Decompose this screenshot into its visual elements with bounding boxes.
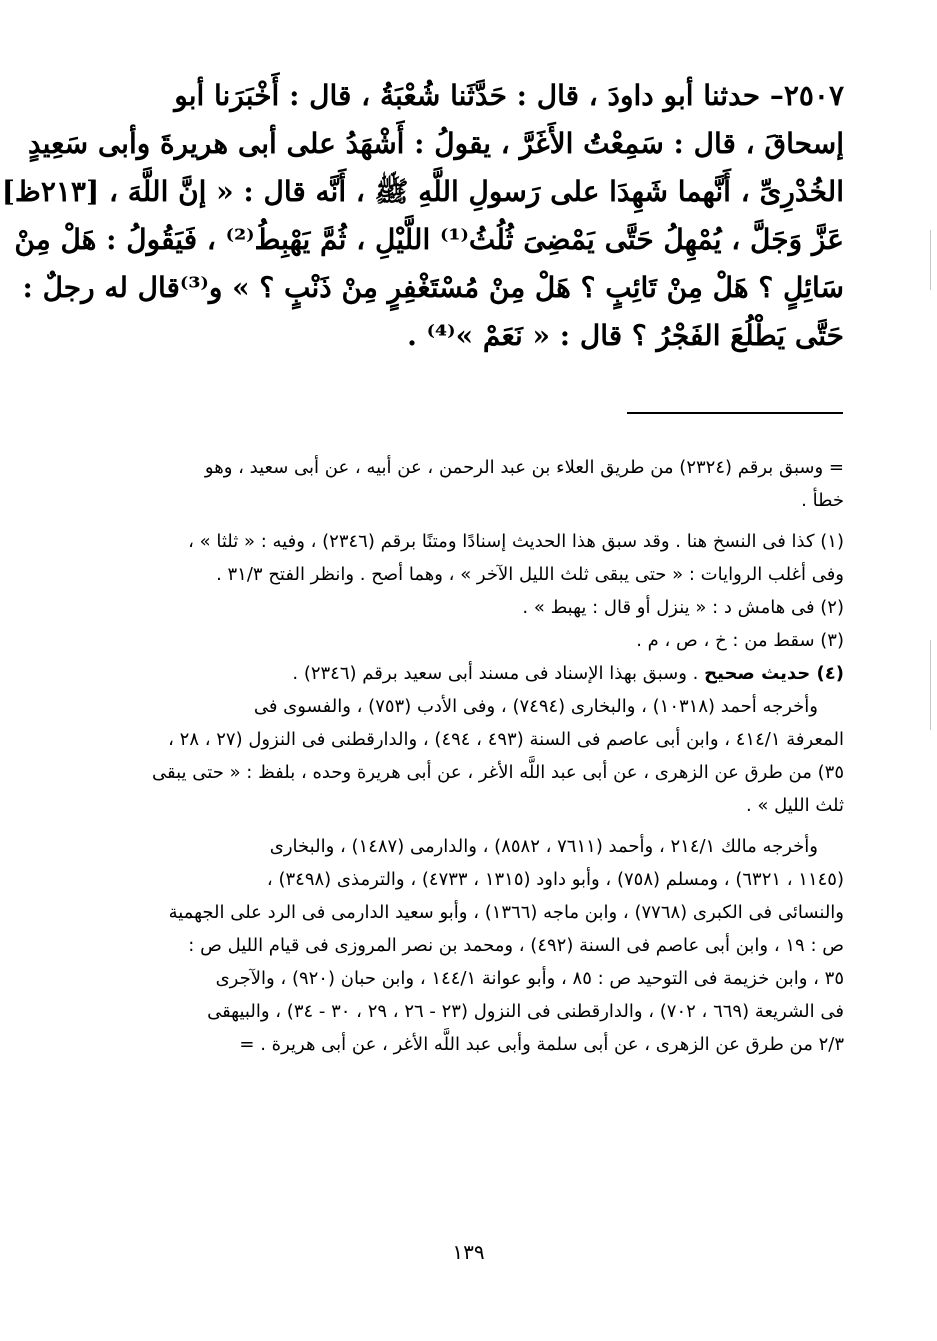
footnote-3: (٣) سقط من : خ ، ص ، م . (636, 630, 844, 651)
footnote-4-para2-line: فى الشريعة (٦٦٩ ، ٧٠٢) ، والدارقطنى فى النزول (٢٣ - ٢٦ ، ٢٩ ، ٣٠ - ٣٤) ، والبيهقى (207, 1001, 844, 1022)
footnote-4-para2-line: ٣٥ ، وابن خزيمة فى التوحيد ص : ٨٥ ، وأبو عوانة ١٤٤/١ ، وابن حبان (٩٢٠) ، والآجرى (215, 968, 844, 989)
footnote-continuation-line: = وسبق برقم (٢٣٢٤) من طريق العلاء بن عبد الرحمن ، عن أبيه ، عن أبى سعيد ، وهو (204, 457, 844, 478)
hadith-line: إسحاقَ ، قال : سَمِعْتُ الأَغَرَّ ، يقولُ : أَشْهَدُ على أبى هريرةَ وأبى سَعِيدٍ (27, 127, 844, 160)
footnote-4-para2-line: ص : ١٩ ، وابن أبى عاصم فى السنة (٤٩٢) ، ومحمد بن نصر المروزى فى قيام الليل ص : (188, 935, 844, 956)
footnote-separator (627, 412, 843, 414)
footnote-continuation-line: خطأ . (801, 490, 844, 511)
footnote-4-para2-line: وأخرجه مالك ٢١٤/١ ، وأحمد (٧٦١١ ، ٨٥٨٢) ، والدارمى (١٤٨٧) ، والبخارى (269, 836, 818, 857)
footnote-4-para1-line: ٣٥) من طرق عن الزهرى ، عن أبى عبد اللَّه الأغر ، عن أبى هريرة وحده ، بلفظ : « حتى يبقى (152, 762, 844, 783)
hadith-line: ٢٥٠٧– حدثنا أبو داودَ ، قال : حَدَّثَنا شُعْبَةُ ، قال : أَخْبَرَنا أبو (174, 79, 844, 112)
footnote-4-para2-line: ٢/٣ من طرق عن الزهرى ، عن أبى سلمة وأبى عبد اللَّه الأغر ، عن أبى هريرة . = (239, 1034, 844, 1055)
hadith-number: ٢٥٠٧– (769, 79, 844, 112)
footnote-1-line: وفى أغلب الروايات : « حتى يبقى ثلث الليل الآخر » ، وهما أصح . وانظر الفتح ٣١/٣ . (216, 564, 844, 585)
footnote-4-para2-line: والنسائى فى الكبرى (٧٧٦٨) ، وابن ماجه (١٣٦٦) ، وأبو سعيد الدارمى فى الرد على الجهمية (168, 902, 844, 923)
hadith-text (1, 72, 844, 360)
footnote-2: (٢) فى هامش د : « ينزل أو قال : يهبط » . (522, 597, 844, 618)
footnote-1-line: (١) كذا فى النسخ هنا . وقد سبق هذا الحديث إسنادًا ومتنًا برقم (٢٣٤٦) ، وفيه : « ثلثا » ، (188, 531, 844, 552)
page-number: ١٣٩ (452, 1240, 485, 1264)
footnote-4-para1-line: المعرفة ٤١٤/١ ، وابن أبى عاصم فى السنة (٤٩٣ ، ٤٩٤) ، والدارقطنى فى النزول (٢٧ ، ٢٨ ، (168, 729, 844, 750)
hadith-line: الخُدْرِىِّ ، أَنَّهما شَهِدَا على رَسولِ اللَّهِ ﷺ ، أَنَّه قال : « إنَّ اللَّهَ ، [٢١٣ظ] (1, 175, 844, 208)
hadith-line: سَائِلٍ ؟ هَلْ مِنْ تَائِبٍ ؟ هَلْ مِنْ مُسْتَغْفِرٍ مِنْ ذَنْبٍ ؟ » و⁽³⁾قال له رجلٌ : (22, 271, 844, 304)
scan-edge-mark (930, 230, 931, 290)
footnote-4: (٤) حديث صحيح . وسبق بهذا الإسناد فى مسند أبى سعيد برقم (٢٣٤٦) . (292, 663, 844, 684)
scan-edge-mark (930, 640, 931, 730)
footnote-4-para2-line: (١١٤٥ ، ٦٣٢١) ، ومسلم (٧٥٨) ، وأبو داود (١٣١٥ ، ٤٧٣٣) ، والترمذى (٣٤٩٨) ، (266, 869, 844, 890)
hadith-line: عَزَّ وَجَلَّ ، يُمْهِلُ حَتَّى يَمْضِىَ ثُلُثُ⁽¹⁾ اللَّيْلِ ، ثُمَّ يَهْبِطُ⁽²⁾ ، فَيَقُولُ : هَلْ مِنْ (14, 223, 844, 256)
footnote-4-para1-line: وأخرجه أحمد (١٠٣١٨) ، والبخارى (٧٤٩٤) ، وفى الأدب (٧٥٣) ، والفسوى فى (253, 696, 818, 717)
footnote-4-label: (٤) حديث صحيح (704, 663, 844, 684)
footnotes (128, 451, 844, 1061)
hadith-line: حَتَّى يَطْلُعَ الفَجْرُ ؟ قال : « نَعَمْ »⁽⁴⁾ . (407, 319, 844, 352)
footnote-4-para1-line: ثلث الليل » . (745, 795, 844, 816)
